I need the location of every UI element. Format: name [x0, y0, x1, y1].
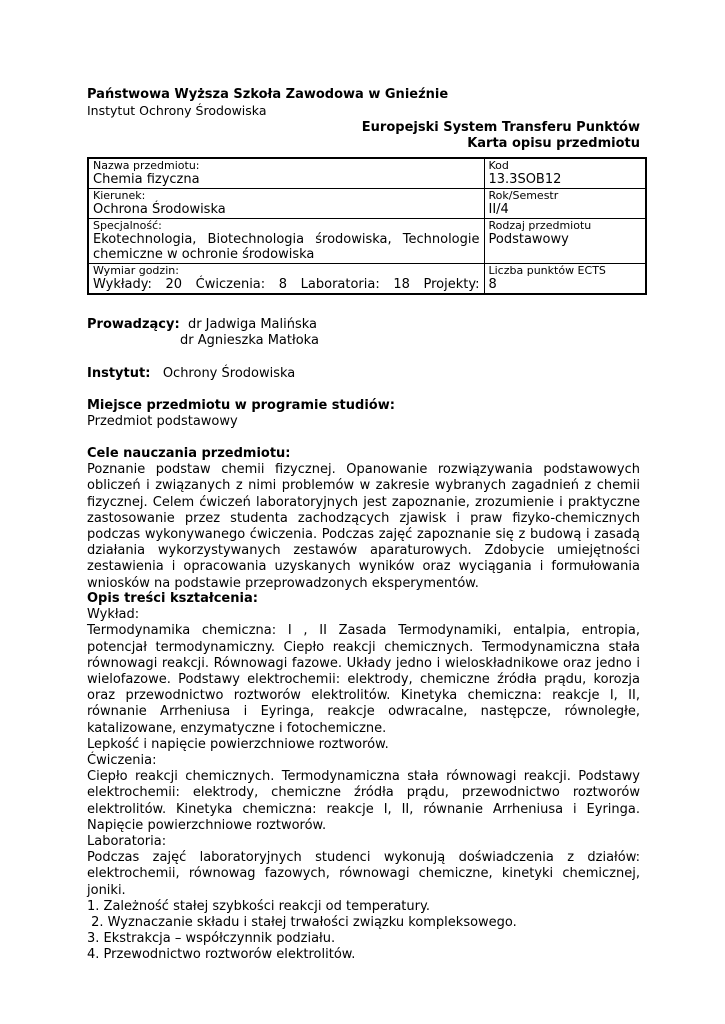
- institute-name: Instytut Ochrony Środowiska: [87, 103, 267, 118]
- instructors-label: Prowadzący:: [87, 317, 180, 332]
- ects-system-title: Europejski System Transferu Punktów: [361, 120, 640, 135]
- subject-label: Nazwa przedmiotu:: [93, 159, 200, 172]
- institute-section: [87, 366, 640, 382]
- specialty-value-line2: chemiczne w ochronie środowiska: [93, 247, 315, 263]
- subject-value: Chemia fizyczna: [93, 172, 200, 188]
- place-value: Przedmiot podstawowy: [87, 414, 238, 430]
- instructor-2: dr Agnieszka Matłoka: [180, 333, 319, 349]
- content-section: [87, 591, 640, 964]
- instructors-section: [87, 317, 640, 349]
- goals-heading: Cele nauczania przedmiotu:: [87, 446, 291, 461]
- institute-label: Instytut:: [87, 366, 151, 381]
- content-heading: Opis treści kształcenia:: [87, 591, 258, 606]
- place-heading: Miejsce przedmiotu w programie studiów:: [87, 398, 395, 413]
- lecture-extra: Lepkość i napięcie powierzchniowe roztworów.: [87, 736, 389, 752]
- lab-label: Laboratoria:: [87, 834, 167, 850]
- card-title: Karta opisu przedmiotu: [467, 136, 640, 151]
- exercises-label: Ćwiczenia:: [87, 753, 157, 769]
- exercises-text: Ciepło reakcji chemicznych. Termodynamiczna stała równowagi reakcji. Podstawy elektrochemii: elektrody, chemiczne źródła prądu, przewodnictwo roztworów elektrolitów. Kinetyka chemiczna: reakcje I, II, równanie Arrheniusa i Eyringa. Napięcie powierzchniowe roztworów.: [87, 769, 640, 833]
- code-label: Kod: [488, 159, 509, 172]
- goals-section: [87, 446, 640, 592]
- specialty-value-line1: Ekotechnologia, Biotechnologia środowiska, Technologie: [93, 231, 480, 247]
- code-cell: [484, 158, 646, 188]
- specialty-label: Specjalność:: [93, 218, 162, 232]
- type-cell: [484, 218, 646, 263]
- place-section: [87, 398, 640, 430]
- ects-label: Liczba punktów ECTS: [488, 263, 606, 277]
- lecture-text: Termodynamika chemiczna: I , II Zasada Termodynamiki, entalpia, entropia, potencjał termodynamiczny. Ciepło reakcji chemicznych. Termodynamiczna stała równowagi reakcji. Równowagi fazowe. Układy jedno i wieloskładnikowe oraz jedno i wielofazowe. Podstawy elektrochemii: elektrody, chemiczne źródła prądu, korozja oraz przewodnictwo roztworów elektrolitów. Kinetyka chemiczna: reakcje I, II, równanie Arrheniusa i Eyringa, reakcje odwracalne, następcze, równoległe, katalizowane, enzymatyczne i fotochemiczne.: [87, 623, 640, 736]
- instructor-1: dr Jadwiga Malińska: [187, 317, 318, 332]
- lab-item: 3. Ekstrakcja – współczynnik podziału.: [87, 931, 336, 947]
- hours-value: Wykłady: 20 Ćwiczenia: 8 Laboratoria: 18 Projekty:: [93, 277, 480, 293]
- field-cell: [88, 188, 484, 218]
- subject-cell: [88, 158, 484, 188]
- lecture-label: Wykład:: [87, 607, 140, 623]
- lab-item: 4. Przewodnictwo roztworów elektrolitów.: [87, 947, 356, 963]
- lab-item: 1. Zależność stałej szybkości reakcji od temperatury.: [87, 898, 430, 914]
- code-value: 13.3SOB12: [488, 172, 562, 188]
- year-value: II/4: [488, 201, 509, 217]
- field-value: Ochrona Środowiska: [93, 201, 226, 217]
- hours-label: Wymiar godzin:: [93, 263, 179, 277]
- type-label: Rodzaj przedmiotu: [488, 218, 592, 232]
- goals-text: Poznanie podstaw chemii fizycznej. Opanowanie rozwiązywania podstawowych obliczeń i związanych z nimi problemów w zakresie wybranych zagadnień z chemii fizycznej. Celem ćwiczeń laboratoryjnych jest zapoznanie, zrozumienie i praktyczne zastosowanie przez studenta zachodzących zjawisk i praw fizyko-chemicznych podczas wykonywanego ćwiczenia. Podczas zajęć zapoznanie się z budową i zasadą działania wykorzystywanych zestawów aparaturowych. Zdobycie umiejętności zestawienia i opracowania uzyskanych wyników oraz wyciągania i formułowania wniosków na podstawie przeprowadzonych eksperymentów.: [87, 462, 640, 591]
- specialty-cell: [88, 218, 484, 263]
- ects-cell: [484, 263, 646, 293]
- subject-info-table: [87, 157, 647, 295]
- institution-name: Państwowa Wyższa Szkoła Zawodowa w Gnieźnie: [87, 87, 449, 102]
- lab-text: Podczas zajęć laboratoryjnych studenci wykonują doświadczenia z działów: elektrochemii, równowag fazowych, równowagi chemiczne, kinetyki chemicznej, joniki.: [87, 850, 640, 898]
- year-label: Rok/Semestr: [488, 188, 559, 202]
- hours-cell: [88, 263, 484, 293]
- institute-value: Ochrony Środowiska: [162, 366, 296, 381]
- field-label: Kierunek:: [93, 188, 146, 202]
- lab-item: 2. Wyznaczanie składu i stałej trwałości związku kompleksowego.: [87, 915, 517, 931]
- year-cell: [484, 188, 646, 218]
- ects-value: 8: [488, 277, 497, 293]
- type-value: Podstawowy: [488, 231, 569, 247]
